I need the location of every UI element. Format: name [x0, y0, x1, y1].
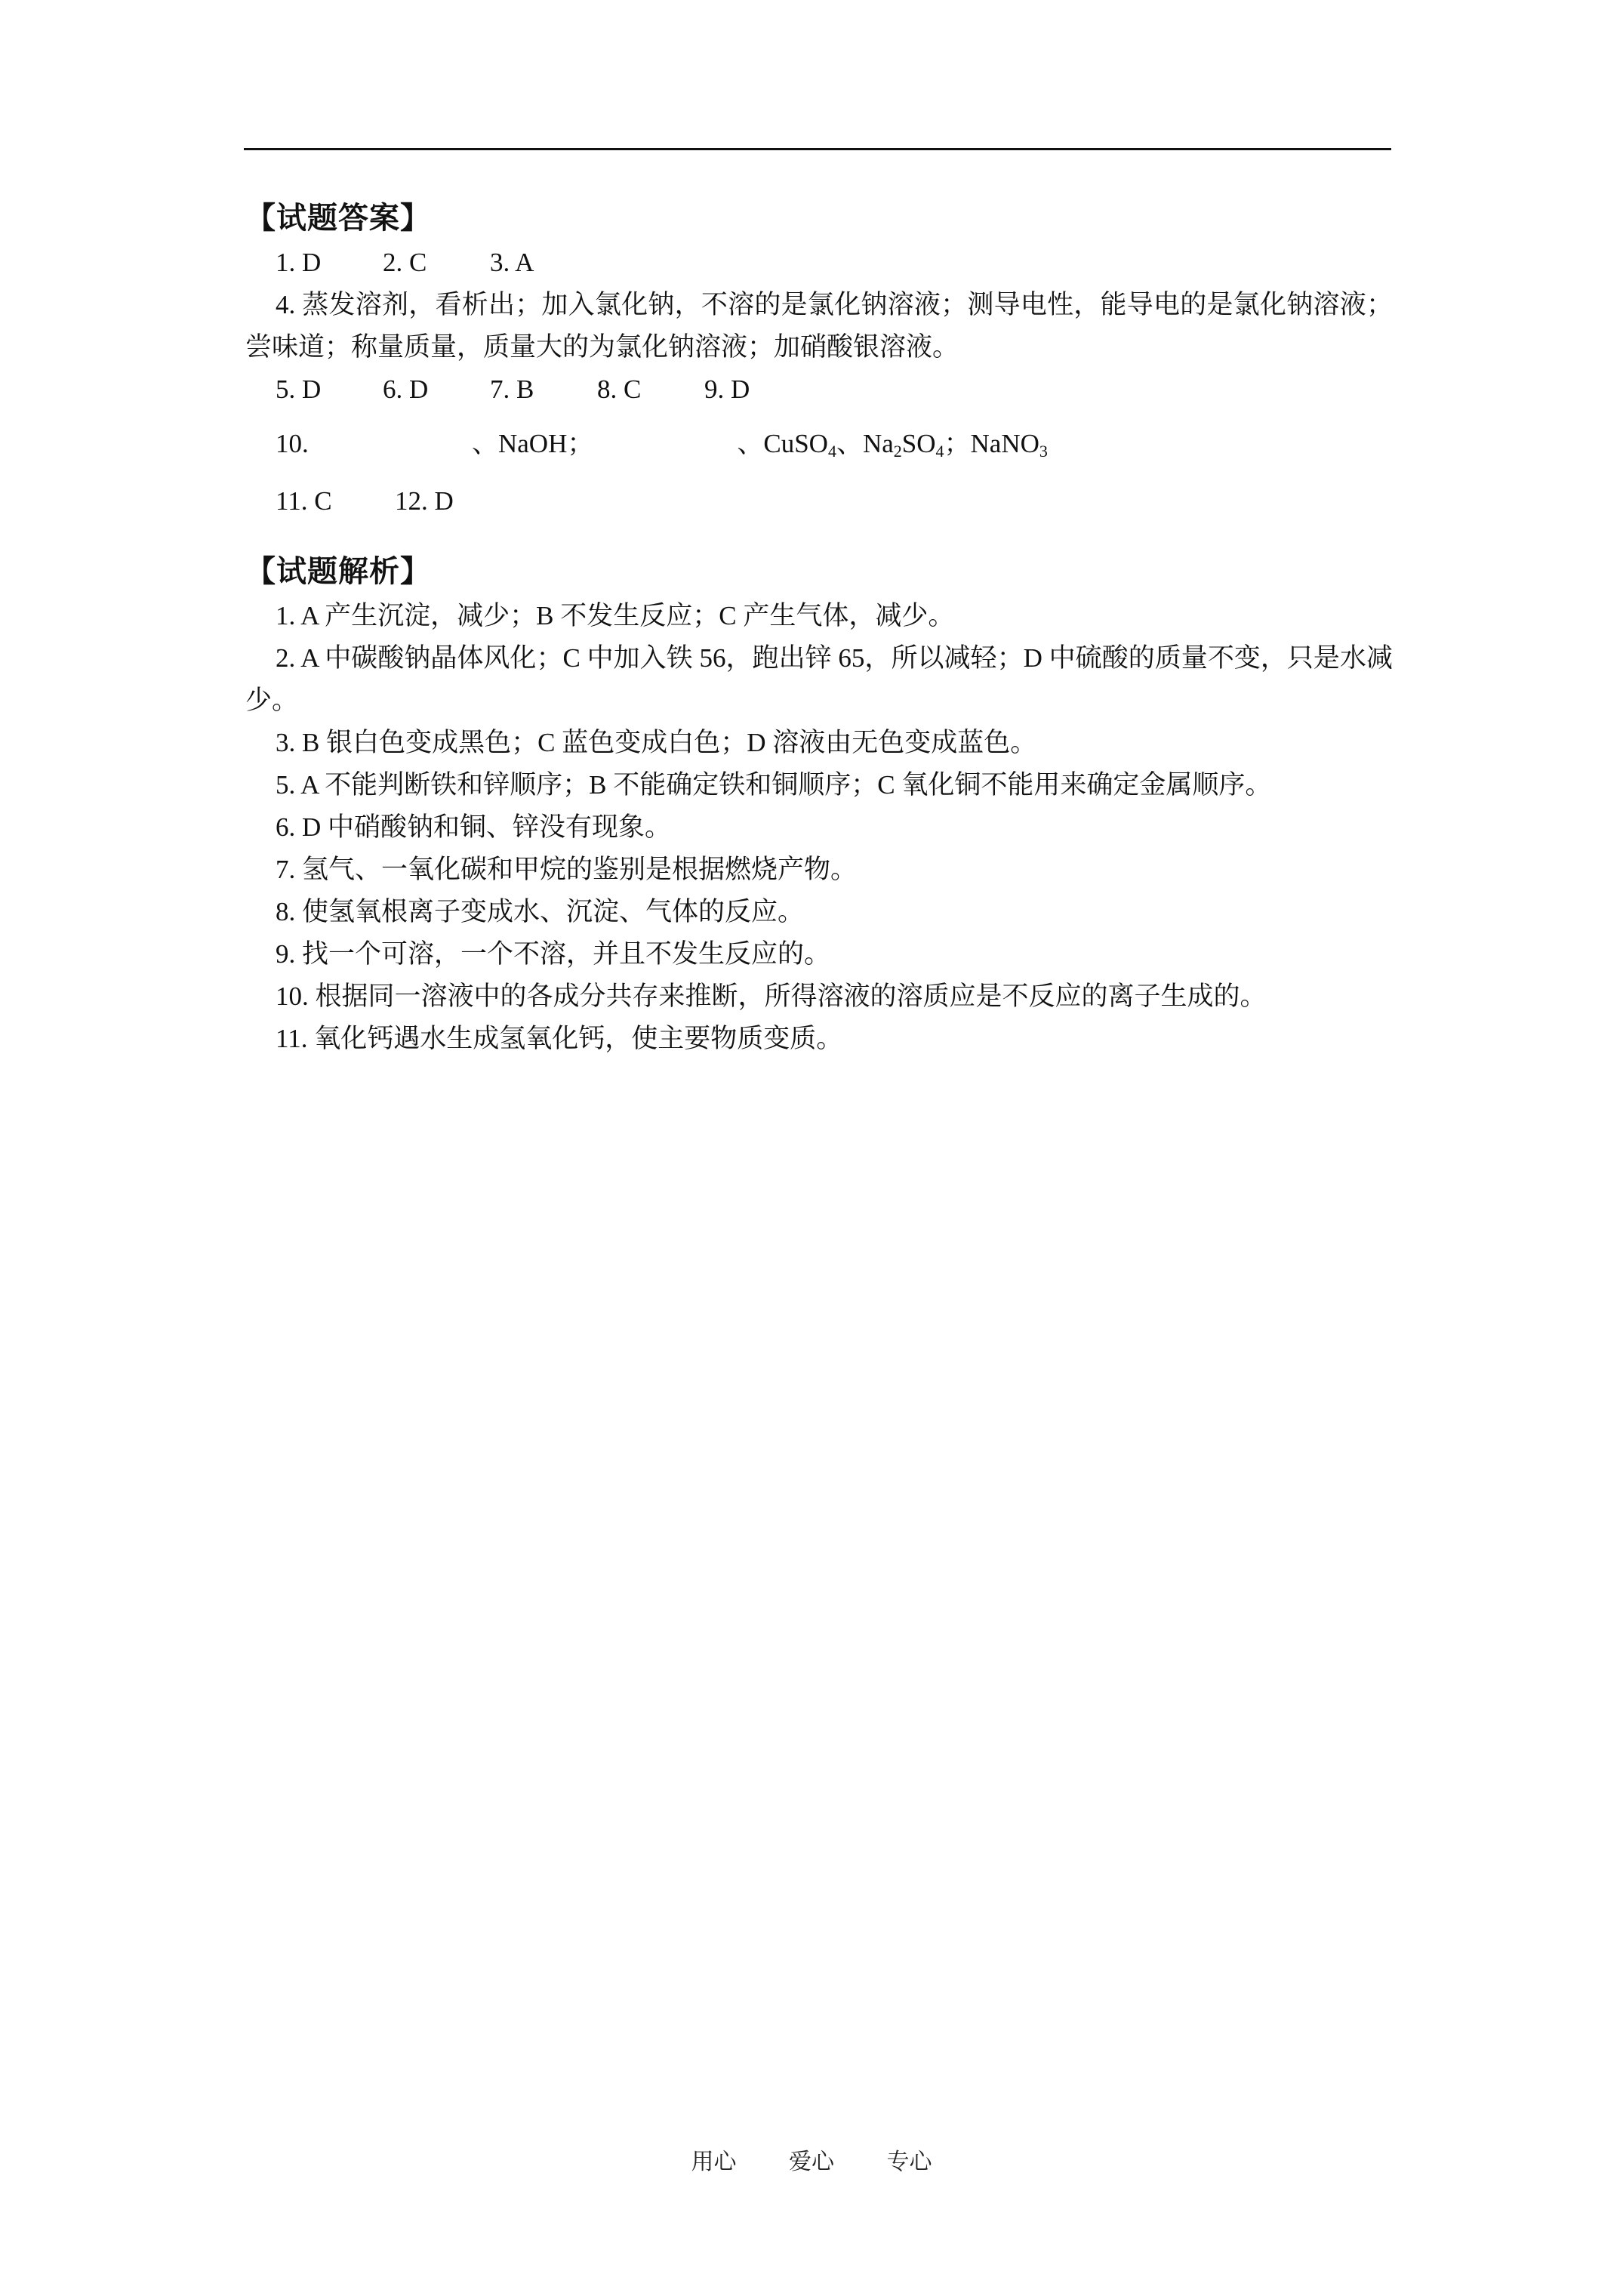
answer-item: 8. C: [597, 374, 642, 404]
analysis-item: 6. D 中硝酸钠和铜、锌没有现象。: [276, 812, 672, 842]
analysis-item: 10. 根据同一溶液中的各成分共存来推断，所得溶液的溶质应是不反应的离子生成的。: [276, 982, 1267, 1011]
answer-item: 2. C: [383, 248, 427, 277]
answers-row-2: [245, 368, 1393, 411]
page-content: [245, 195, 1393, 1060]
q10-subscript: 4: [827, 442, 836, 461]
section-spacer: [245, 522, 1393, 548]
answer-item: 3. A: [490, 248, 534, 277]
analysis-title: 【试题解析】: [245, 554, 431, 588]
answer-item: 7. B: [490, 374, 534, 404]
footer-word: 专心: [886, 2149, 932, 2175]
analysis-item: 3. B 银白色变成黑色；C 蓝色变成白色；D 溶液由无色变成蓝色。: [276, 728, 1037, 757]
analysis-item: 1. A 产生沉淀，减少；B 不发生反应；C 产生气体，减少。: [276, 601, 955, 630]
analysis-item: 5. A 不能判断铁和锌顺序；B 不能确定铁和铜顺序；C 氧化铜不能用来确定金属顺序。: [276, 770, 1272, 800]
header-rule: [244, 148, 1391, 150]
q10-subscript: 4: [935, 442, 944, 461]
footer-word: 爱心: [789, 2149, 834, 2175]
answer-item: 5. D: [276, 374, 322, 404]
q10-subscript: 3: [1039, 442, 1048, 461]
answer-q4: 4. 蒸发溶剂，看析出；加入氯化钠，不溶的是氯化钠溶液；测导电性，能导电的是氯化钠溶液；尝味道；称量质量，质量大的为氯化钠溶液；加硝酸银溶液。: [245, 290, 1393, 362]
answers-row-1: [245, 242, 1393, 284]
q10-part2-end: ；NaNO: [944, 429, 1039, 458]
q10-part1: 、NaOH；: [472, 429, 594, 458]
answers-title: 【试题答案】: [245, 201, 431, 235]
q10-subscript: 2: [893, 442, 902, 461]
q10-part2-so: SO: [901, 429, 936, 458]
analysis-item: 9. 找一个可溶，一个不溶，并且不发生反应的。: [276, 939, 831, 969]
page-footer: [0, 2143, 1623, 2176]
analysis-item: 8. 使氢氧根离子变成水、沉淀、气体的反应。: [276, 897, 805, 926]
q10-part2-pre: 、CuSO: [737, 429, 828, 458]
answer-item: 12. D: [395, 486, 454, 516]
answer-item: 6. D: [383, 374, 429, 404]
answers-row-3: [245, 480, 1393, 522]
q10-part2-mid: 、Na: [836, 429, 894, 458]
answer-item: 1. D: [276, 248, 322, 277]
answer-item: 9. D: [704, 374, 750, 404]
q10-number: 10.: [276, 429, 309, 458]
answer-item: 11. C: [276, 486, 332, 516]
footer-word: 用心: [691, 2149, 737, 2175]
analysis-item: 2. A 中碳酸钠晶体风化；C 中加入铁 56，跑出锌 65，所以减轻；D 中硫酸的质量不变，只是水减少。: [245, 643, 1393, 715]
analysis-item: 11. 氧化钙遇水生成氢氧化钙，使主要物质变质。: [276, 1024, 843, 1053]
analysis-item: 7. 氢气、一氧化碳和甲烷的鉴别是根据燃烧产物。: [276, 855, 858, 884]
answer-q10: [245, 423, 1393, 465]
